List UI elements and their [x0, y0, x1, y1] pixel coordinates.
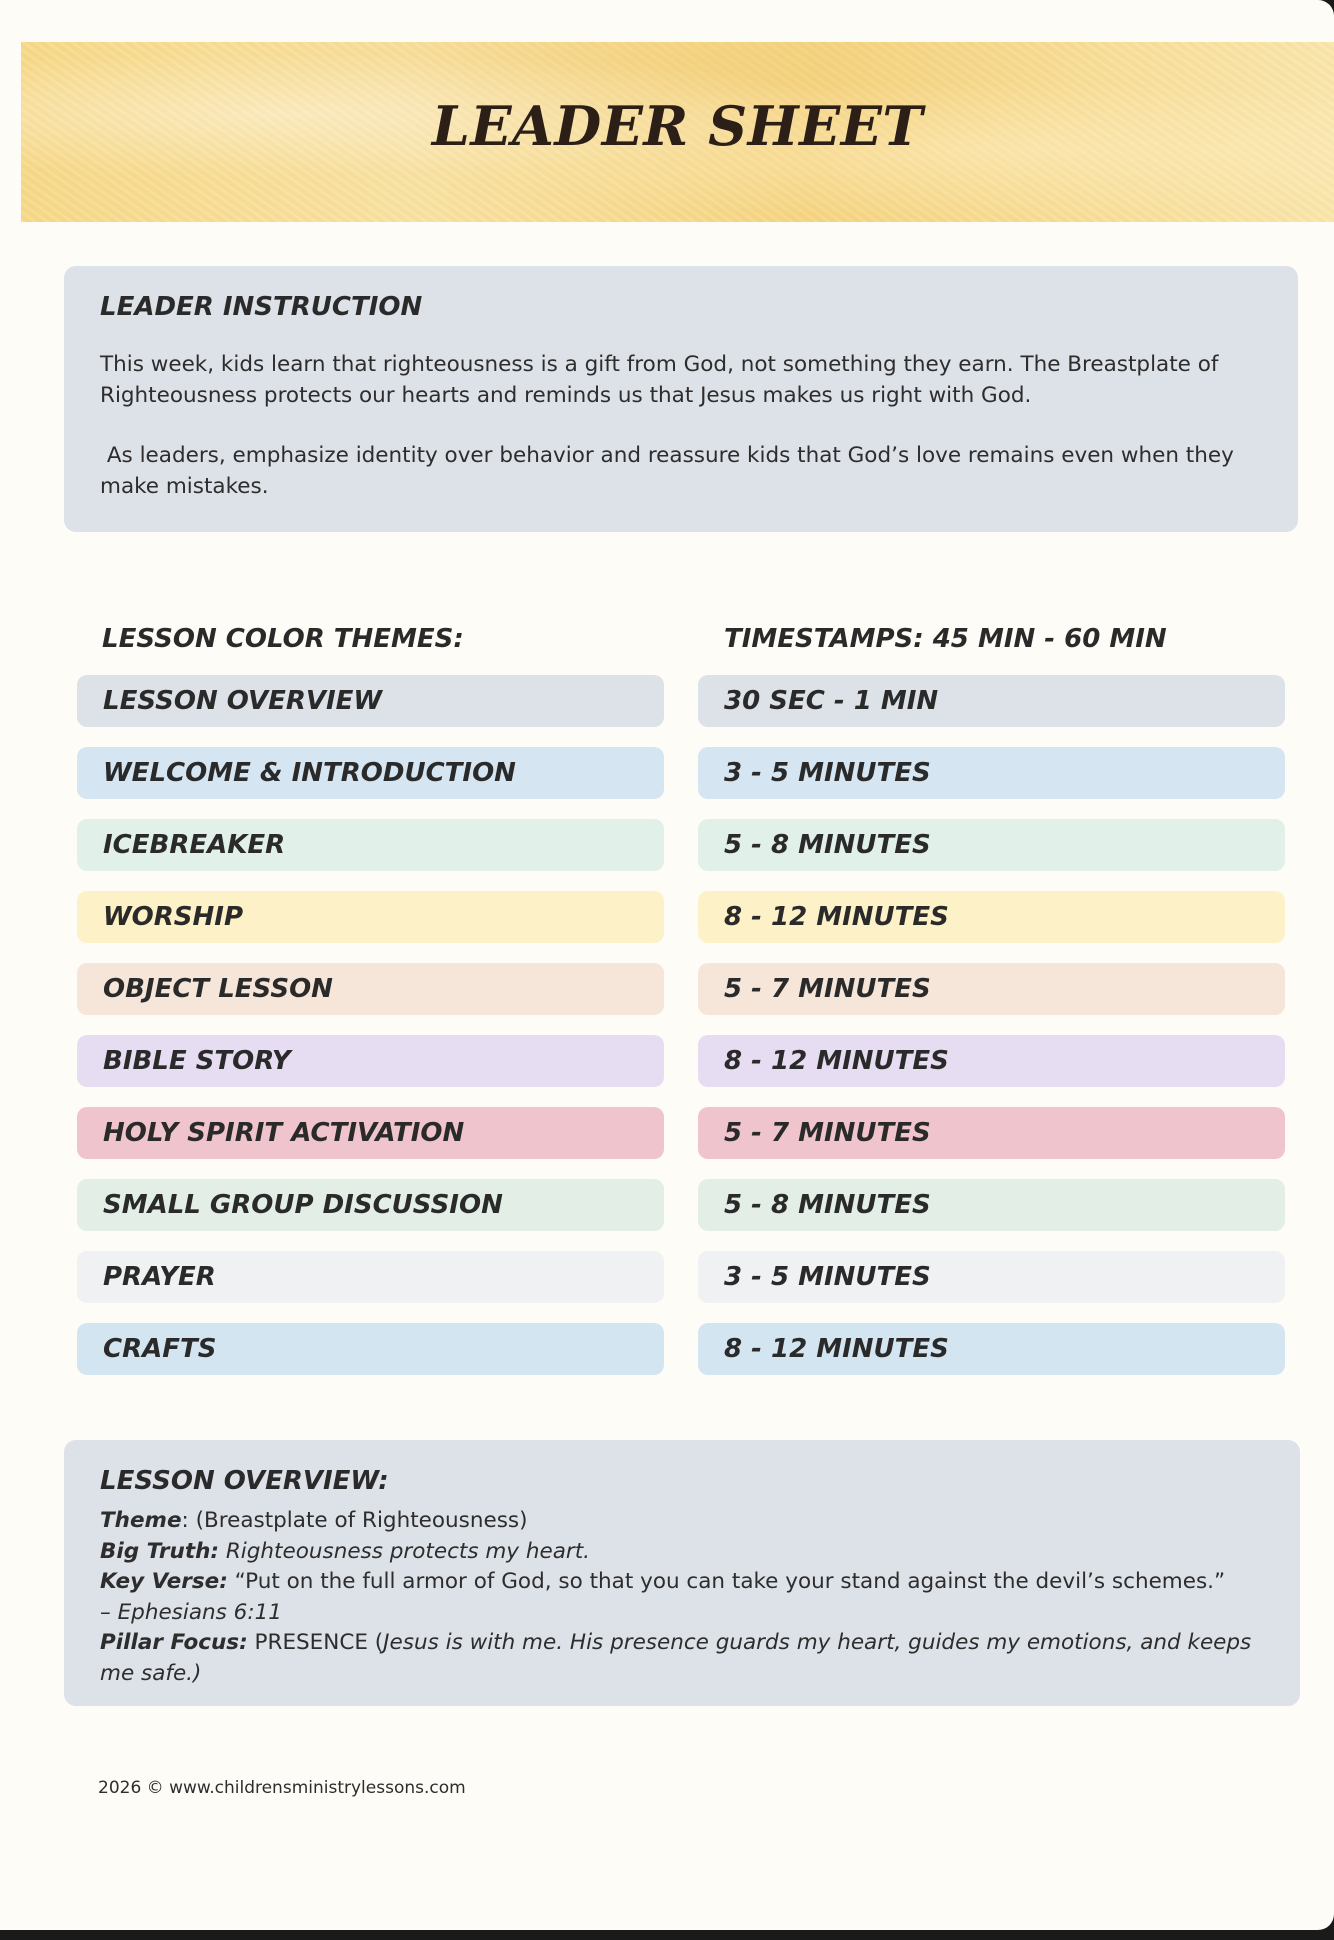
pillar-focus-detail: Jesus is with me. His presence guards my heart, guides my emotions, and keeps me safe.) [100, 1630, 1252, 1686]
lesson-overview-details [100, 1506, 1270, 1689]
time-pill-worship: 8 - 12 MINUTES [698, 891, 1285, 943]
time-pill-lesson-overview: 30 SEC - 1 MIN [698, 675, 1285, 727]
theme-pill-small-group-discussion: SMALL GROUP DISCUSSION [77, 1179, 664, 1231]
time-pill-icebreaker: 5 - 8 MINUTES [698, 819, 1285, 871]
theme-label: Theme [100, 1508, 182, 1533]
time-pill-welcome-introduction: 3 - 5 MINUTES [698, 747, 1285, 799]
time-pill-prayer: 3 - 5 MINUTES [698, 1251, 1285, 1303]
pillar-focus-value: PRESENCE ( [247, 1630, 384, 1655]
leader-instruction-heading: LEADER INSTRUCTION [100, 292, 423, 322]
footer-copyright: 2026 © www.childrensministrylessons.com [98, 1778, 466, 1798]
lesson-color-themes-heading: LESSON COLOR THEMES: [102, 624, 464, 654]
overview-pillar-focus-line [100, 1628, 1270, 1689]
theme-pill-worship: WORSHIP [77, 891, 664, 943]
leader-instruction-paragraph-2-text: As leaders, emphasize identity over behavior and reassure kids that God’s love remains even when they make mistakes. [100, 443, 1234, 499]
time-pill-bible-story: 8 - 12 MINUTES [698, 1035, 1285, 1087]
theme-pill-bible-story: BIBLE STORY [77, 1035, 664, 1087]
leader-instruction-panel [64, 266, 1298, 532]
pillar-focus-label: Pillar Focus: [100, 1630, 248, 1655]
big-truth-label: Big Truth: [100, 1538, 220, 1564]
page-title: LEADER SHEET [431, 94, 924, 158]
time-pill-object-lesson: 5 - 7 MINUTES [698, 963, 1285, 1015]
time-pill-small-group-discussion: 5 - 8 MINUTES [698, 1179, 1285, 1231]
key-verse-reference: – Ephesians 6:11 [100, 1599, 282, 1625]
timestamps-heading: TIMESTAMPS: 45 MIN - 60 MIN [724, 624, 1167, 654]
theme-pill-object-lesson: OBJECT LESSON [77, 963, 664, 1015]
lesson-overview-panel [64, 1440, 1300, 1706]
theme-pill-lesson-overview: LESSON OVERVIEW [77, 675, 664, 727]
time-pill-crafts: 8 - 12 MINUTES [698, 1323, 1285, 1375]
time-pill-holy-spirit-activation: 5 - 7 MINUTES [698, 1107, 1285, 1159]
leader-instruction-paragraph-2 [100, 440, 1260, 502]
leader-instruction-paragraph-1: This week, kids learn that righteousness is a gift from God, not something they earn. The Breastplate of Righteousness protects our hearts and reminds us that Jesus makes us right with God. [100, 352, 1219, 408]
theme-pill-crafts: CRAFTS [77, 1323, 664, 1375]
theme-pill-prayer: PRAYER [77, 1251, 664, 1303]
key-verse-label: Key Verse: [100, 1569, 228, 1594]
header-banner [21, 42, 1334, 222]
key-verse-value: “Put on the full armor of God, so that you can take your stand against the devil’s schemes.” [227, 1569, 1226, 1594]
lesson-overview-heading: LESSON OVERVIEW: [100, 1466, 389, 1496]
overview-theme-line [100, 1506, 1270, 1537]
big-truth-value: Righteousness protects my heart. [219, 1538, 591, 1564]
theme-pill-welcome-introduction: WELCOME & INTRODUCTION [77, 747, 664, 799]
theme-pill-icebreaker: ICEBREAKER [77, 819, 664, 871]
overview-key-verse-line [100, 1567, 1270, 1598]
overview-big-truth-line [100, 1537, 1270, 1568]
theme-value: : (Breastplate of Righteousness) [181, 1508, 528, 1533]
theme-pill-holy-spirit-activation: HOLY SPIRIT ACTIVATION [77, 1107, 664, 1159]
